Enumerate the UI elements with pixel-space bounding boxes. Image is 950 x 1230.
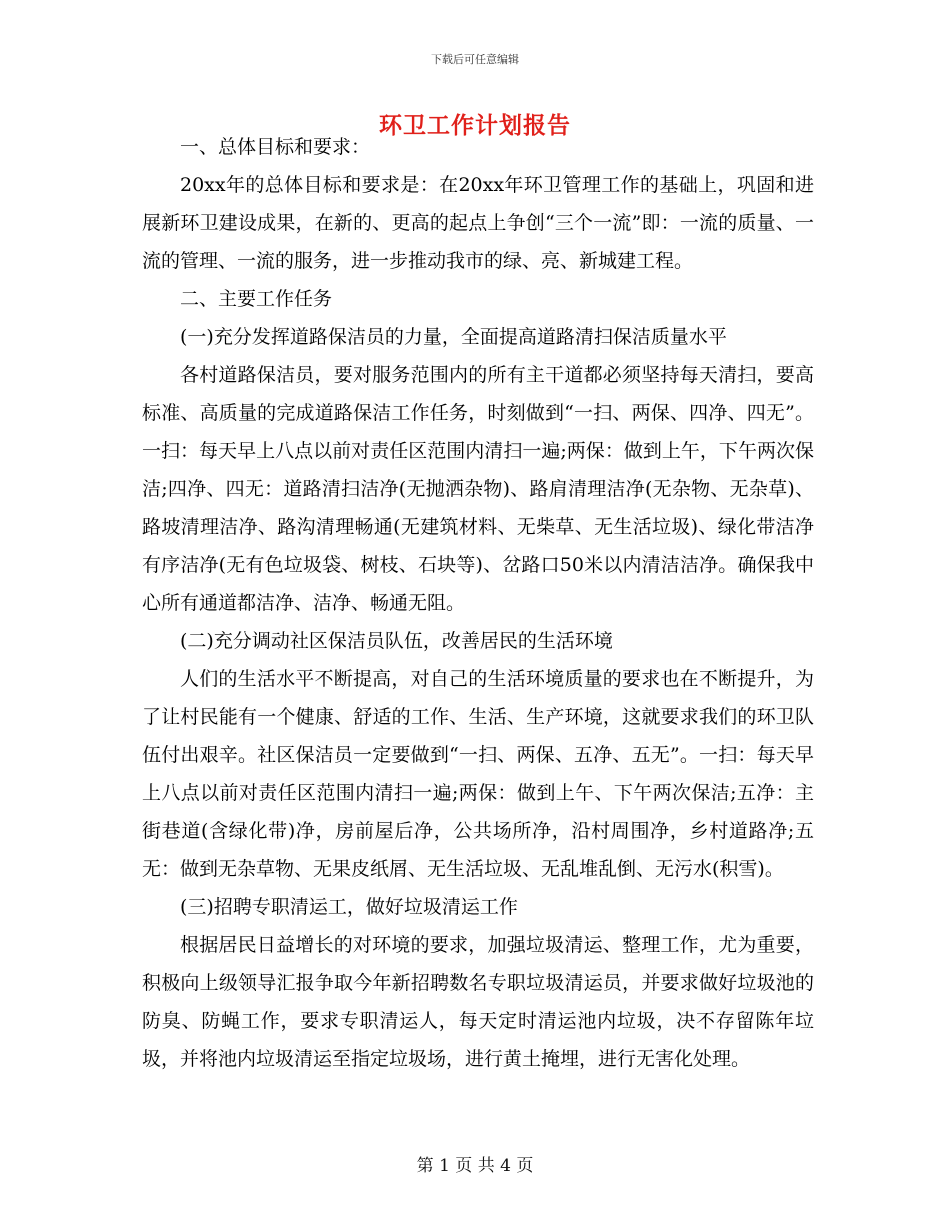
- body-paragraph: 根据居民日益增长的对环境的要求，加强垃圾清运、整理工作，尤为重要，积极向上级领导汇报争取今年新招聘数名专职垃圾清运员，并要求做好垃圾池的防臭、防蝇工作，要求专职清运人，每天定时清运池内垃圾，决不存留陈年垃圾，并将池内垃圾清运至指定垃圾场，进行黄土掩埋，进行无害化处理。: [142, 934, 814, 1070]
- subsection-heading: (一)充分发挥道路保洁员的力量，全面提高道路清扫保洁质量水平: [180, 326, 727, 348]
- page-number-footer: 第 1 页 共 4 页: [416, 1156, 534, 1176]
- body-paragraph: 各村道路保洁员，要对服务范围内的所有主干道都必须坚持每天清扫，要高标准、高质量的完成道路保洁工作任务，时刻做到“一扫、两保、四净、四无”。一扫：每天早上八点以前对责任区范围内清扫一遍;两保：做到上午，下午两次保洁;四净、四无：道路清扫洁净(无抛洒杂物)、路肩清理洁净(无杂物、无杂草)、路坡清理洁净、路沟清理畅通(无建筑材料、无柴草、无生活垃圾)、绿化带洁净有序洁净(无有色垃圾袋、树枝、石块等)、岔路口50米以内清洁洁净。确保我中心所有通道都洁净、洁净、畅通无阻。: [142, 364, 814, 614]
- section-heading: 一、总体目标和要求：: [180, 136, 371, 158]
- section-heading: 二、主要工作任务: [180, 288, 333, 310]
- subsection-heading: (三)招聘专职清运工，做好垃圾清运工作: [180, 896, 518, 918]
- body-paragraph: 人们的生活水平不断提高，对自己的生活环境质量的要求也在不断提升，为了让村民能有一个健康、舒适的工作、生活、生产环境，这就要求我们的环卫队伍付出艰辛。社区保洁员一定要做到“一扫、两保、五净、五无”。一扫：每天早上八点以前对责任区范围内清扫一遍;两保：做到上午、下午两次保洁;五净：主街巷道(含绿化带)净，房前屋后净，公共场所净，沿村周围净，乡村道路净;五无：做到无杂草物、无果皮纸屑、无生活垃圾、无乱堆乱倒、无污水(积雪)。: [142, 668, 814, 880]
- document-title: 环卫工作计划报告: [379, 112, 571, 139]
- document-body: [142, 128, 814, 1078]
- body-paragraph: 20xx年的总体目标和要求是：在20xx年环卫管理工作的基础上，巩固和进展新环卫建设成果，在新的、更高的起点上争创“三个一流”即：一流的质量、一流的管理、一流的服务，进一步推动我市的绿、亮、新城建工程。: [142, 174, 814, 272]
- subsection-heading: (二)充分调动社区保洁员队伍，改善居民的生活环境: [180, 630, 613, 652]
- header-note: 下载后可任意编辑: [431, 53, 519, 66]
